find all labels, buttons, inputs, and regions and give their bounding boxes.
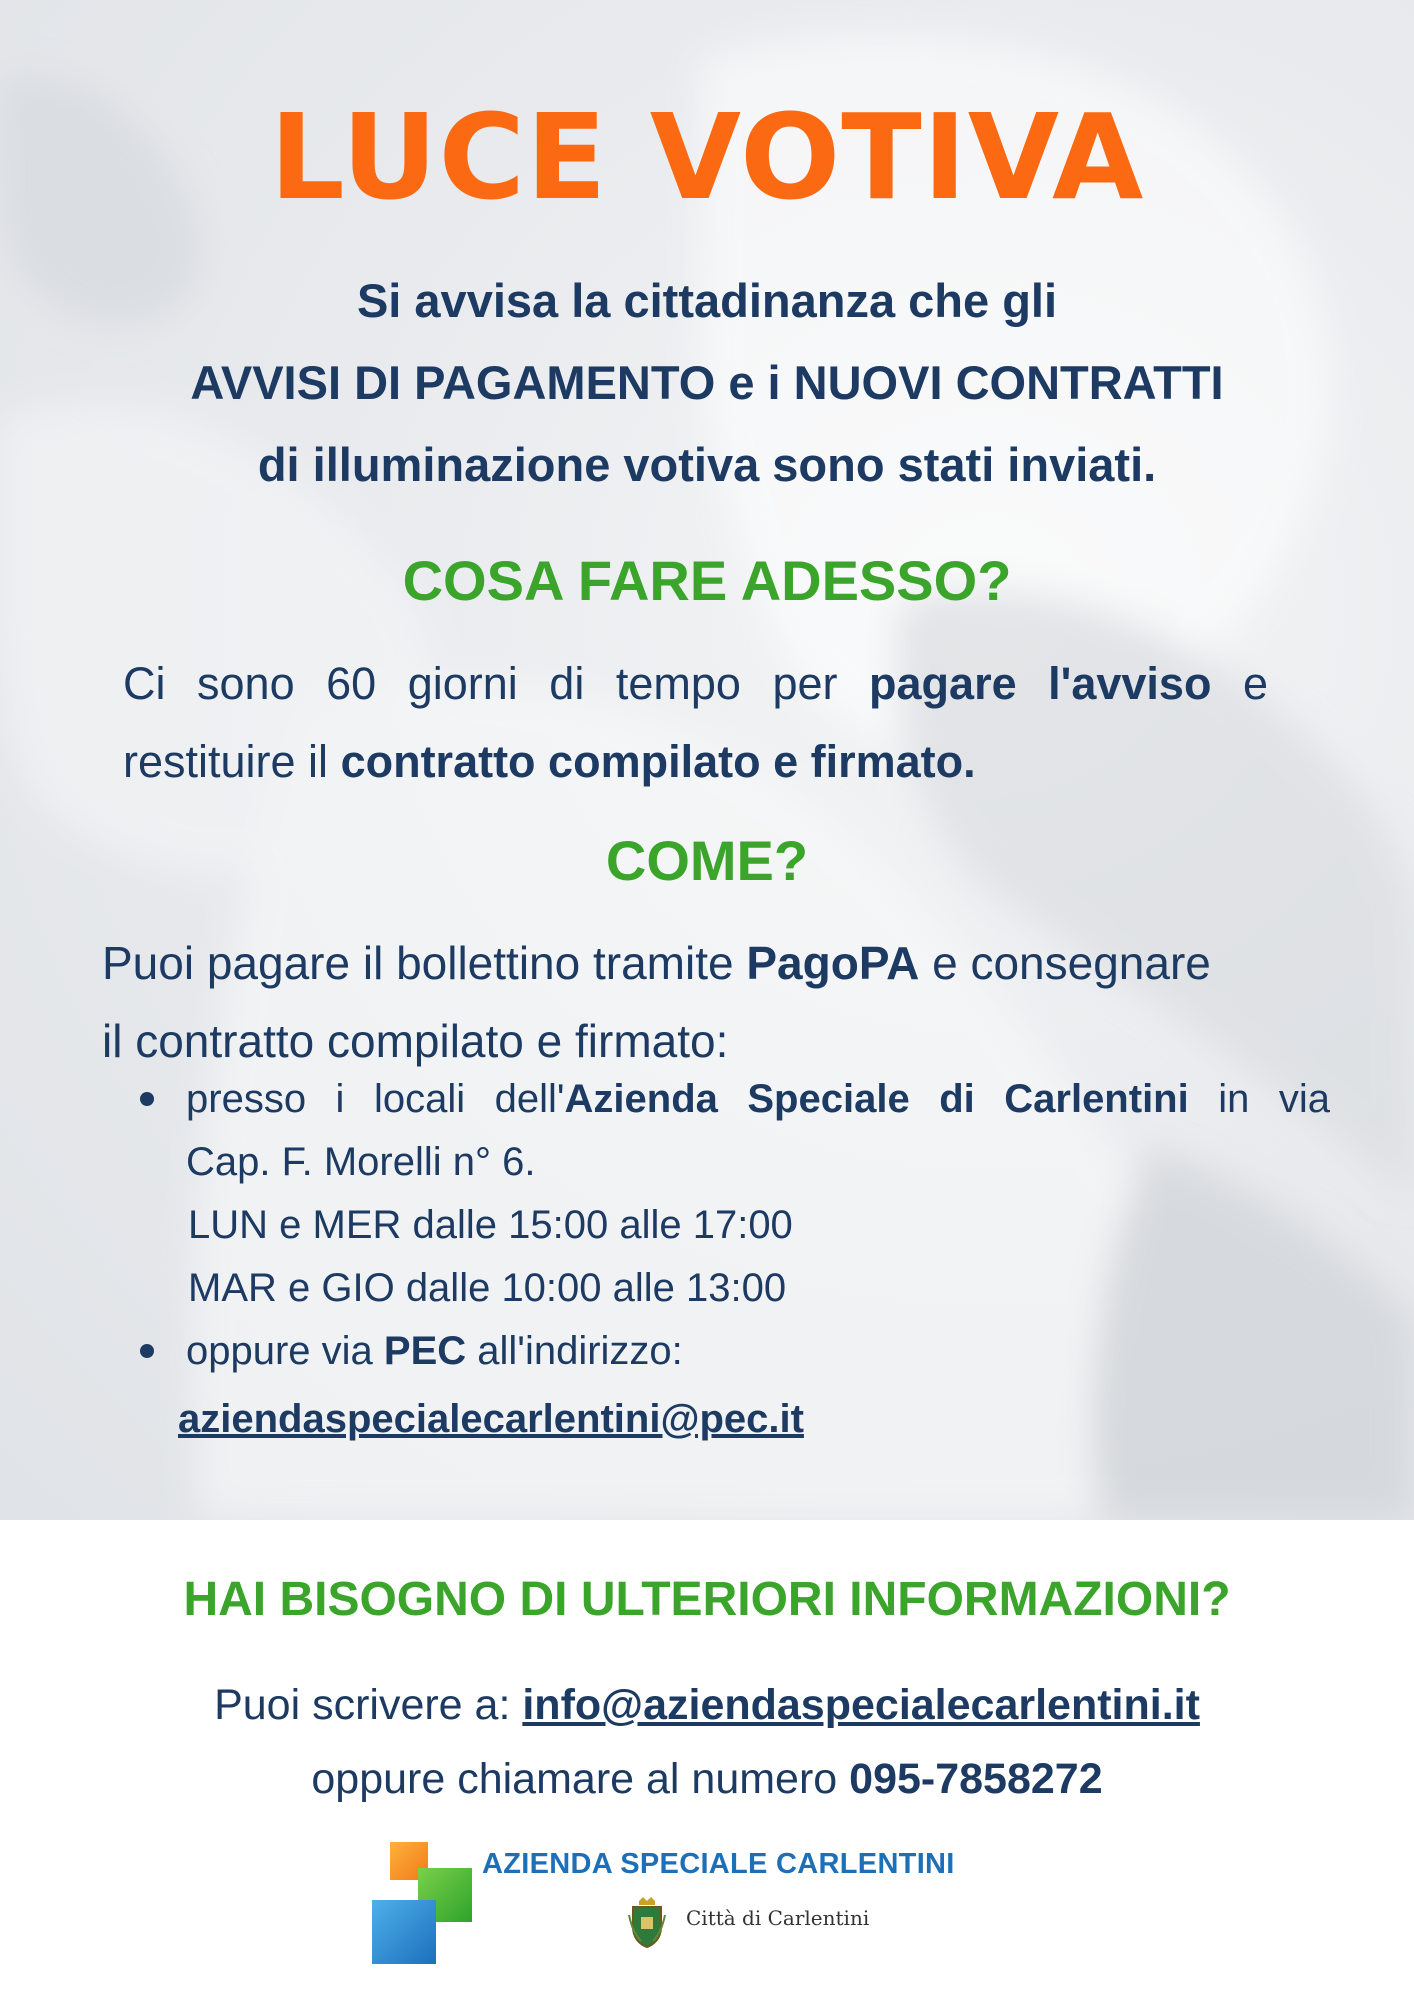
delivery-options-list [140,1068,1330,1455]
info-email-link[interactable]: info@aziendaspecialecarlentini.it [522,1681,1200,1729]
office-text-end: in via [1188,1077,1331,1121]
call-label: oppure chiamare al numero [311,1755,850,1803]
pay-notice-emphasis: pagare l'avviso [869,658,1212,709]
how-paragraph [102,924,1332,1080]
pec-text: oppure via [186,1329,384,1373]
pec-email-link[interactable]: aziendaspecialecarlentini@pec.it [178,1397,804,1441]
contact-info [0,1668,1414,1816]
bullet-icon [140,1344,154,1358]
return-text: restituire il [123,736,341,787]
notice-line-3: di illuminazione votiva sono stati inviati. [257,438,1157,491]
pec-text-end: all'indirizzo: [466,1329,683,1373]
what-now-heading: COSA FARE ADESSO? [402,549,1012,612]
bullet-icon [140,1092,154,1106]
azienda-emphasis: Azienda Speciale di Carlentini [564,1077,1189,1121]
pagopa-emphasis: PagoPA [746,937,920,989]
deadline-text: Ci sono 60 giorni di tempo per [123,658,870,709]
info-heading: HAI BISOGNO DI ULTERIORI INFORMAZIONI? [183,1573,1231,1626]
list-item-pec [140,1320,1330,1455]
azienda-logo-icon [370,1842,480,1962]
page-title: LUCE VOTIVA [269,88,1145,226]
list-item-office [140,1068,1330,1194]
how-line-1 [102,924,1332,1002]
how-heading: COME? [605,829,809,892]
deliver-text: e consegnare [919,937,1211,989]
deadline-text-end: e [1211,658,1269,709]
logo-square-blue [372,1900,436,1964]
office-address: Cap. F. Morelli n° 6. [186,1140,536,1184]
deadline-paragraph [123,645,1268,801]
office-line-1 [186,1068,1330,1131]
azienda-logo-text: AZIENDA SPECIALE CARLENTINI [482,1848,955,1880]
hours-mon-wed: LUN e MER dalle 15:00 alle 17:00 [188,1203,793,1247]
email-line [0,1668,1414,1742]
notice-line-2: AVVISI DI PAGAMENTO e i NUOVI CONTRATTI [190,356,1224,409]
notice-line-1: Si avvisa la cittadinanza che gli [356,274,1058,327]
city-crest-icon [627,1895,667,1949]
how-line-2: il contratto compilato e firmato: [102,1015,729,1067]
opening-hours [140,1194,1330,1320]
write-label: Puoi scrivere a: [214,1681,523,1729]
office-text: presso i locali dell' [186,1077,565,1121]
hours-tue-thu: MAR e GIO dalle 10:00 alle 13:00 [188,1266,787,1310]
notice-text [0,260,1414,506]
phone-line [0,1742,1414,1816]
pay-text: Puoi pagare il bollettino tramite [102,937,747,989]
deadline-line-1 [123,645,1268,723]
phone-number: 095-7858272 [849,1755,1103,1803]
pec-emphasis: PEC [383,1329,467,1373]
city-logo-text: Città di Carlentini [686,1906,870,1930]
contract-emphasis: contratto compilato e firmato. [340,736,976,787]
